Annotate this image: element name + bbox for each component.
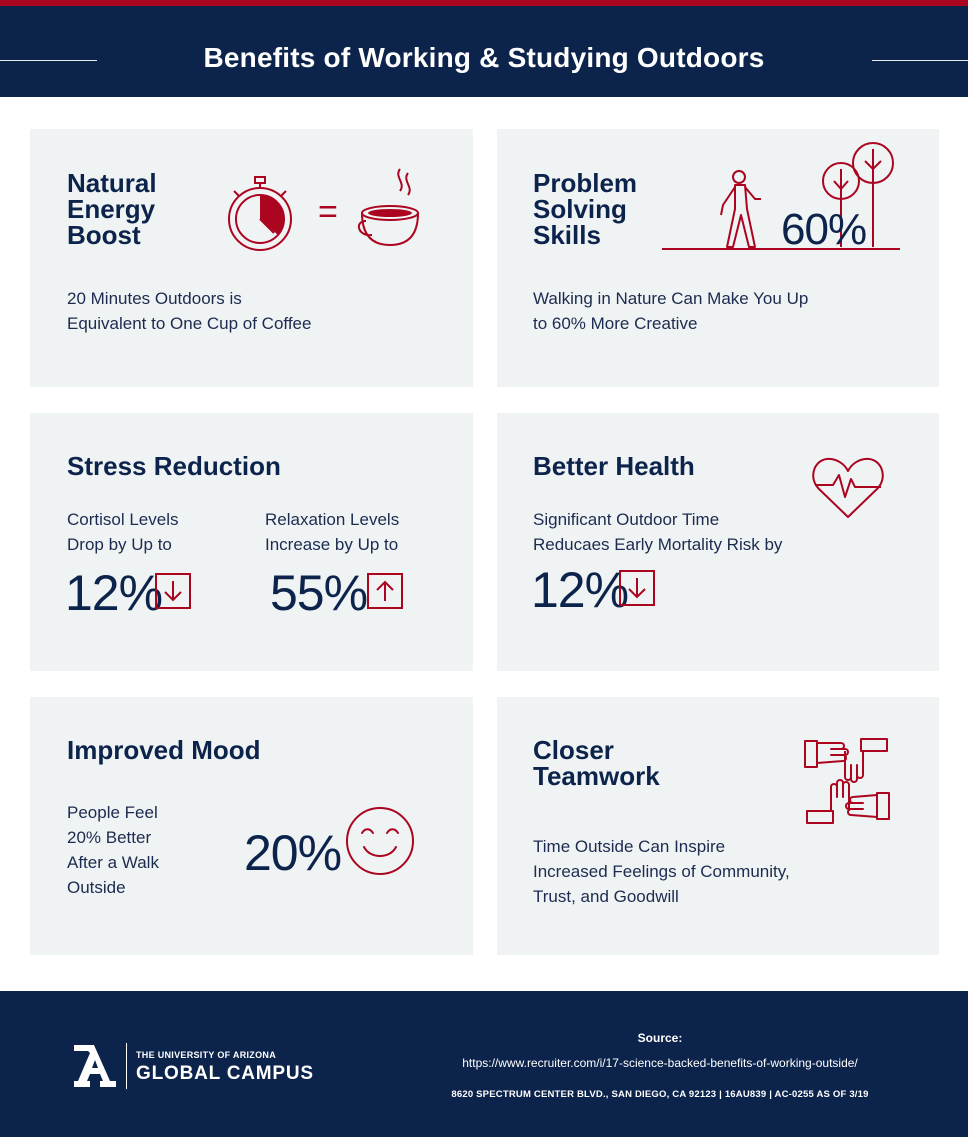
footer-address: 8620 SPECTRUM CENTER BLVD., SAN DIEGO, CA 92123 | 16AU839 | AC-0255 AS OF 3/19	[451, 1089, 869, 1100]
text-line: Increased Feelings of Community,	[533, 862, 790, 881]
arrow-down-icon	[619, 570, 655, 606]
card-closer-teamwork	[497, 697, 939, 955]
text-line: 20 Minutes Outdoors is	[67, 289, 242, 308]
arrow-up-icon	[367, 573, 403, 609]
relaxation-stat: 55%	[270, 565, 368, 621]
stopwatch-icon	[226, 173, 298, 253]
card-better-health	[497, 413, 939, 671]
text-line: to 60% More Creative	[533, 314, 698, 333]
text-line: Relaxation Levels	[265, 510, 400, 529]
card-title: Improved Mood	[67, 735, 261, 765]
card-improved-mood	[30, 697, 473, 955]
card-title	[533, 170, 637, 248]
text-line: Equivalent to One Cup of Coffee	[67, 314, 312, 333]
logo-divider	[126, 1043, 127, 1089]
card-problem-solving	[497, 129, 939, 387]
text-line: Reducaes Early Mortality Risk by	[533, 535, 783, 554]
walking-person-icon	[717, 169, 763, 249]
stat-percent: 60%	[781, 205, 867, 254]
university-a-logo-icon	[70, 1043, 120, 1089]
title-line: Natural	[67, 168, 157, 198]
card-title	[67, 170, 157, 248]
text-line: Significant Outdoor Time	[533, 510, 720, 529]
card-title	[533, 737, 660, 789]
cortisol-stat: 12%	[65, 565, 163, 621]
card-title: Stress Reduction	[67, 451, 281, 481]
arrow-down-icon	[155, 573, 191, 609]
text-line: Outside	[67, 878, 126, 897]
heartbeat-icon	[811, 455, 885, 521]
mood-stat: 20%	[244, 825, 342, 881]
card-description	[533, 834, 790, 909]
logo-global-campus: GLOBAL CAMPUS	[136, 1063, 314, 1084]
title-line: Boost	[67, 220, 141, 250]
header-banner	[0, 6, 968, 97]
text-line: Time Outside Can Inspire	[533, 837, 726, 856]
smiley-face-icon	[344, 805, 416, 877]
title-line: Problem	[533, 168, 638, 198]
relaxation-description	[265, 507, 399, 557]
card-description	[533, 507, 782, 557]
text-line: After a Walk	[67, 853, 159, 872]
card-description	[67, 800, 159, 900]
logo-university-name: THE UNIVERSITY OF ARIZONA	[136, 1050, 277, 1060]
title-line: Teamwork	[533, 761, 660, 791]
mortality-stat: 12%	[531, 562, 629, 618]
joined-hands-icon	[801, 735, 893, 827]
cortisol-description	[67, 507, 179, 557]
source-label: Source:	[637, 1031, 683, 1045]
text-line: Trust, and Goodwill	[533, 887, 679, 906]
text-line: Drop by Up to	[67, 535, 172, 554]
card-description	[67, 286, 311, 336]
title-line: Skills	[533, 220, 601, 250]
text-line: People Feel	[67, 803, 158, 822]
text-line: Cortisol Levels	[67, 510, 179, 529]
title-line: Closer	[533, 735, 614, 765]
card-description	[533, 286, 808, 336]
coffee-cup-icon	[356, 167, 432, 249]
equals-sign: =	[318, 193, 338, 231]
text-line: Increase by Up to	[265, 535, 399, 554]
title-line: Energy	[67, 194, 156, 224]
text-line: Walking in Nature Can Make You Up	[533, 289, 809, 308]
card-energy-boost	[30, 129, 473, 387]
page-title: Benefits of Working & Studying Outdoors	[203, 42, 765, 73]
source-link[interactable]: https://www.recruiter.com/i/17-science-backed-benefits-of-working-outside/	[462, 1056, 858, 1070]
card-title: Better Health	[533, 451, 695, 481]
card-stress-reduction	[30, 413, 473, 671]
title-line: Solving	[533, 194, 627, 224]
text-line: 20% Better	[67, 828, 152, 847]
